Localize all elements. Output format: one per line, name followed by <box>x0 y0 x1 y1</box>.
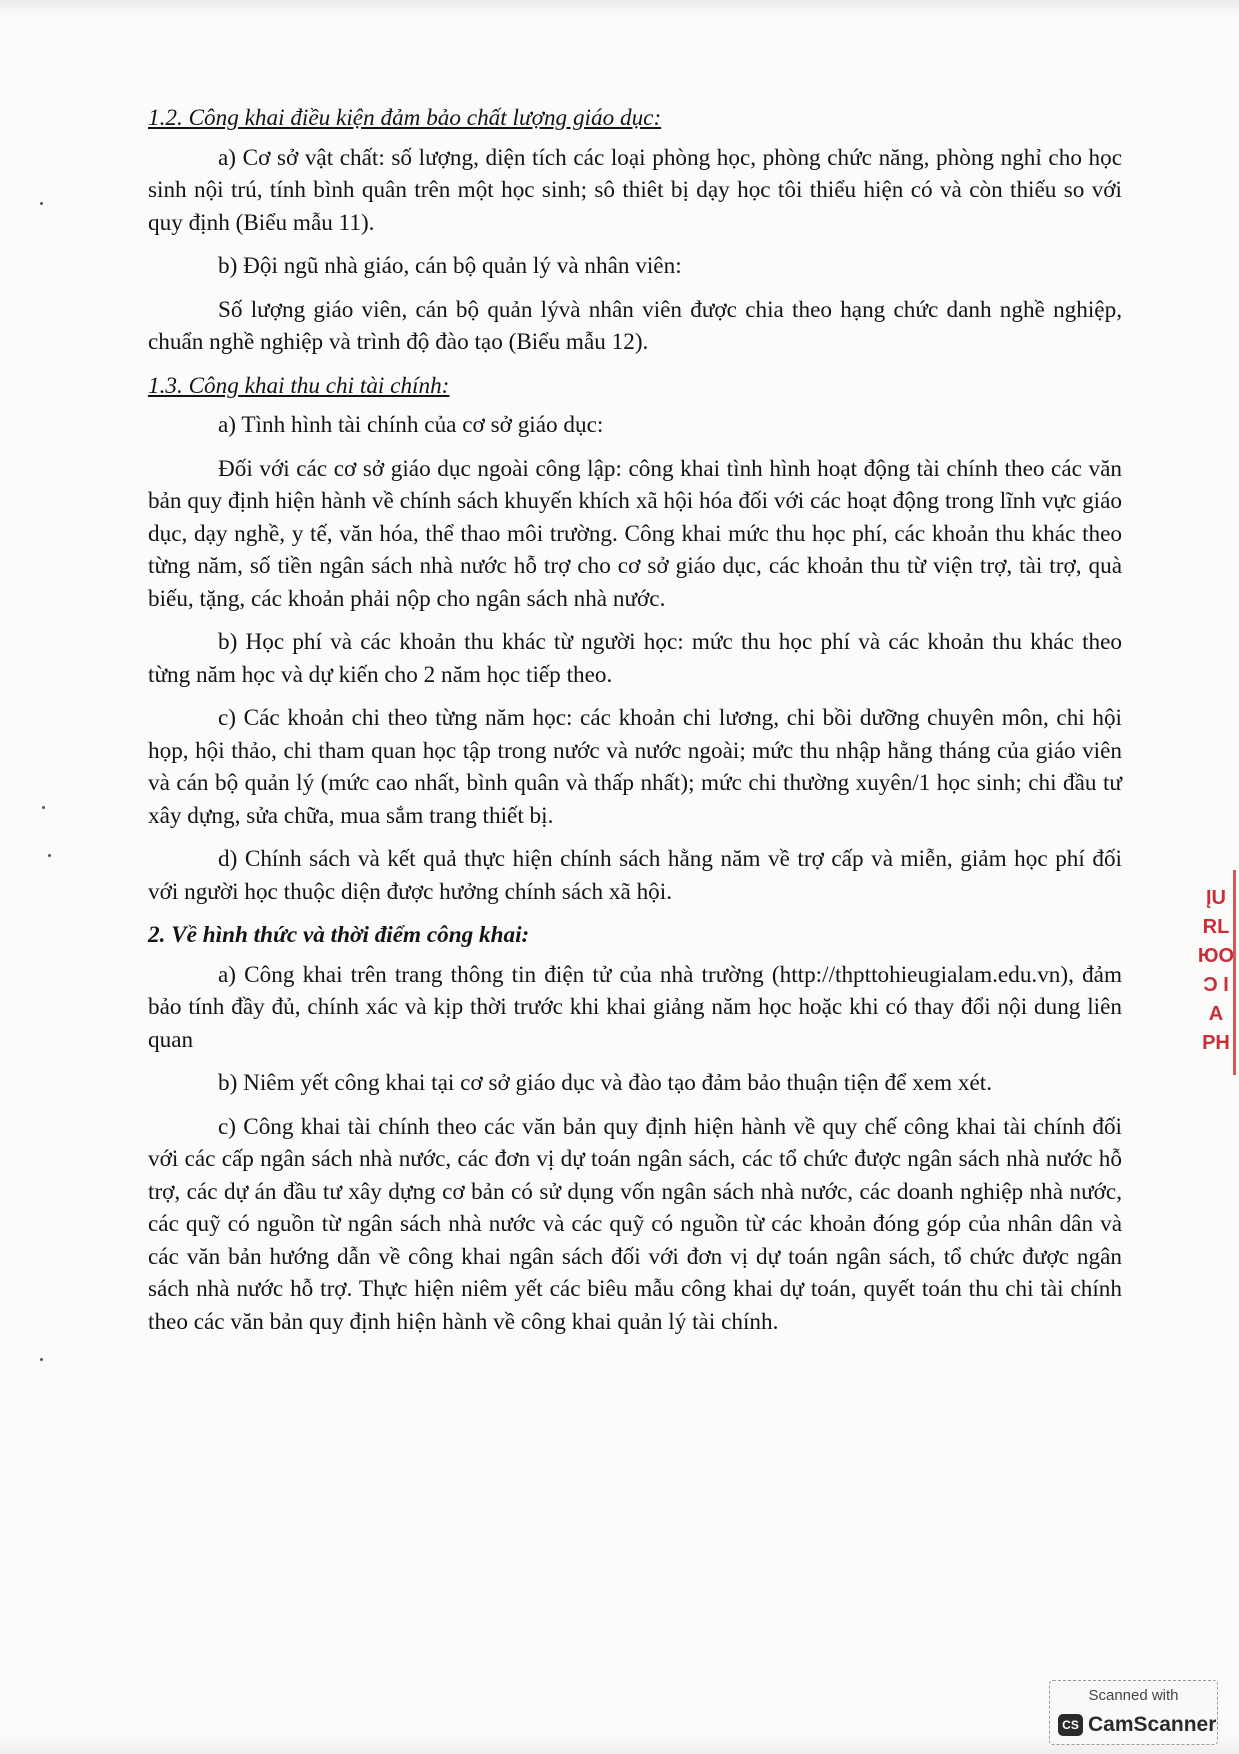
scan-speck <box>48 854 51 857</box>
para-1-2-b: b) Đội ngũ nhà giáo, cán bộ quản lý và nhân viên: <box>218 253 682 279</box>
document-body <box>148 102 1122 1338</box>
camscanner-logo-icon: CS <box>1058 1714 1083 1736</box>
para-1-3-d: d) Chính sách và kết quả thực hiện chính sách hằng năm về trợ cấp và miễn, giảm học phí đối với người học thuộc diện được hưởng chính sách xã hội. <box>148 846 1122 905</box>
camscanner-watermark <box>1049 1680 1218 1745</box>
stamp-text: A <box>1208 1003 1224 1025</box>
scanned-with-label: Scanned with <box>1088 1687 1179 1704</box>
scan-speck <box>40 202 43 205</box>
stamp-text: Ɔ I <box>1203 974 1229 996</box>
para-2-c: c) Công khai tài chính theo các văn bản quy định hiện hành về quy chế công khai tài chính đối với các cấp ngân sách nhà nước, các đơn vị dự toán ngân sách, các tổ chức được ngân sách nhà nước hỗ trợ, các dự án đầu tư xây dựng cơ bản có sử dụng vốn ngân sách nhà nước, các doanh nghiệp nhà nước, các quỹ có nguồn từ ngân sách nhà nước và các quỹ có nguồn từ các khoản đóng góp của nhân dân và các văn bản hướng dẫn về công khai ngân sách đối với đơn vị dự toán ngân sách, tổ chức được ngân sách nhà nước hỗ trợ. Thực hiện niêm yết các biêu mẫu công khai dự toán, quyết toán thu chi tài chính theo các văn bản quy định hiện hành về công khai quản lý tài chính. <box>148 1113 1122 1335</box>
scan-speck <box>42 806 45 809</box>
para-2-b: b) Niêm yết công khai tại cơ sở giáo dục và đào tạo đảm bảo thuận tiện để xem xét. <box>218 1070 993 1096</box>
para-1-3-c: c) Các khoản chi theo từng năm học: các khoản chi lương, chi bồi dưỡng chuyên môn, chi hội họp, hội thảo, chi tham quan học tập trong nước và nước ngoài; mức thu nhập hằng tháng của giáo viên và cán bộ quản lý (mức cao nhất, bình quân và thấp nhất); mức chi thường xuyên/1 học sinh; chi đầu tư xây dựng, sửa chữa, mua sắm trang thiết bị. <box>148 705 1122 829</box>
para-1-2-b-detail: Số lượng giáo viên, cán bộ quản lývà nhân viên được chia theo hạng chức danh nghề nghiệp, chuẩn nghề nghiệp và trình độ đào tạo (Biểu mẫu 12). <box>148 296 1122 355</box>
heading-1-2: 1.2. Công khai điều kiện đảm bảo chất lượng giáo dục: <box>148 105 662 131</box>
stamp-text: RL <box>1202 916 1230 938</box>
stamp-text: ĮU <box>1206 887 1226 909</box>
stamp-text: ЮО <box>1197 945 1235 967</box>
para-1-3-a-detail: Đối với các cơ sở giáo dục ngoài công lập: công khai tình hình hoạt động tài chính theo các văn bản quy định hiện hành về chính sách khuyến khích xã hội hóa đối với các hoạt động trong lĩnh vực giáo dục, dạy nghề, y tế, văn hóa, thể thao môi trường. Công khai mức thu học phí, các khoản thu khác theo từng năm, số tiền ngân sách nhà nước hỗ trợ cho cơ sở giáo dục, các khoản thu từ viện trợ, tài trợ, quà biếu, tặng, các khoản phải nộp cho ngân sách nhà nước. <box>148 455 1122 612</box>
heading-2: 2. Về hình thức và thời điểm công khai: <box>148 922 530 948</box>
camscanner-name: CamScanner <box>1088 1713 1217 1736</box>
heading-1-3: 1.3. Công khai thu chi tài chính: <box>148 372 450 399</box>
scan-speck <box>40 1358 43 1361</box>
para-1-3-b: b) Học phí và các khoản thu khác từ người học: mức thu học phí và các khoản thu khác theo từng năm học và dự kiến cho 2 năm học tiếp theo. <box>148 629 1122 688</box>
para-1-3-a: a) Tình hình tài chính của cơ sở giáo dục: <box>218 412 604 438</box>
para-2-a: a) Công khai trên trang thông tin điện tử của nhà trường (http://thpttohieugialam.edu.vn), đảm bảo tính đầy đủ, chính xác và kịp thời trước khi khai giảng năm học hoặc khi có thay đổi nội dung liên quan <box>148 961 1122 1053</box>
para-1-2-a: a) Cơ sở vật chất: số lượng, diện tích các loại phòng học, phòng chức năng, phòng nghỉ cho học sinh nội trú, tính bình quân trên một học sinh; sô thiêt bị dạy học tôi thiểu hiện có và còn thiếu so với quy định (Biểu mẫu 11). <box>148 144 1122 236</box>
red-stamp-fragment <box>1196 884 1236 1058</box>
stamp-text: PH <box>1202 1032 1230 1054</box>
